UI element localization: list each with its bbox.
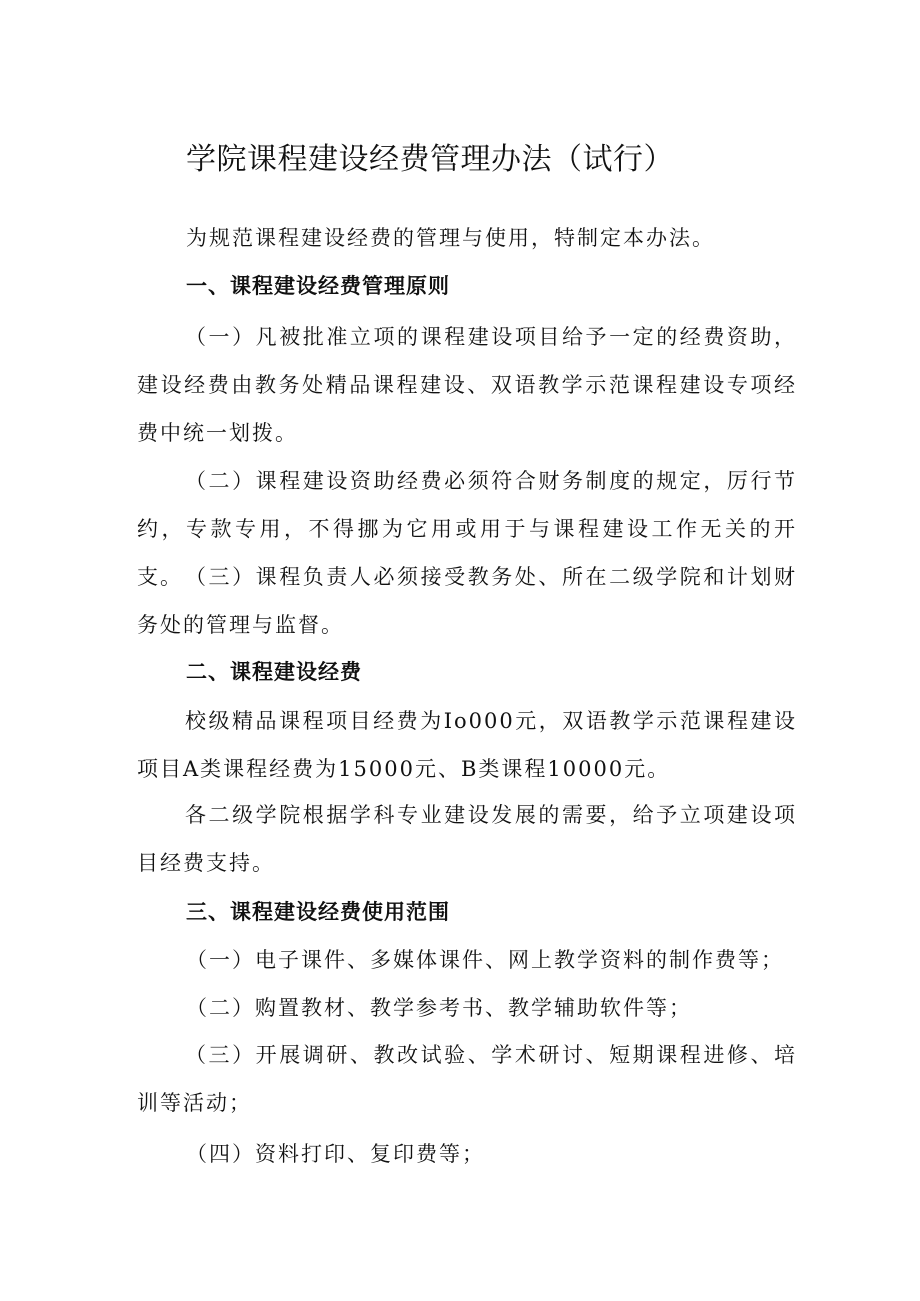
- section-2-paragraph-1: 校级精品课程项目经费为Io000元，双语教学示范课程建设项目A类课程经费为15000元、B类课程10000元。: [137, 709, 797, 781]
- section-3-item-3: （三）开展调研、教改试验、学术研讨、短期课程进修、培训等活动；: [137, 1043, 797, 1115]
- section-3-item-2: （二）购置教材、教学参考书、教学辅助软件等；: [186, 996, 692, 1020]
- section-1-paragraph-3: （三）课程负责人必须接受教务处、所在二级学院和计划财务处的管理与监督。: [137, 565, 797, 637]
- section-3-item-1: （一）电子课件、多媒体课件、网上教学资料的制作费等；: [186, 948, 784, 972]
- section-heading-3: 三、课程建设经费使用范围: [186, 900, 450, 924]
- section-heading-2: 二、课程建设经费: [186, 660, 362, 684]
- section-2-paragraph-2: 各二级学院根据学科专业建设发展的需要，给予立项建设项目经费支持。: [137, 803, 797, 875]
- section-3-item-4: （四）资料打印、复印费等；: [186, 1142, 485, 1166]
- section-1-paragraph-2: （二）课程建设资助经费必须符合财务制度的规定，厉行节约，专款专用，不得挪为它用或用于与课程建设工作无关的开支。: [137, 469, 797, 589]
- section-heading-1: 一、课程建设经费管理原则: [186, 274, 450, 298]
- document-title: 学院课程建设经费管理办法（试行）: [186, 142, 674, 177]
- intro-paragraph: 为规范课程建设经费的管理与使用，特制定本办法。: [186, 226, 715, 250]
- section-1-paragraph-1: （一）凡被批准立项的课程建设项目给予一定的经费资助，建设经费由教务处精品课程建设、双语教学示范课程建设专项经费中统一划拨。: [137, 325, 797, 445]
